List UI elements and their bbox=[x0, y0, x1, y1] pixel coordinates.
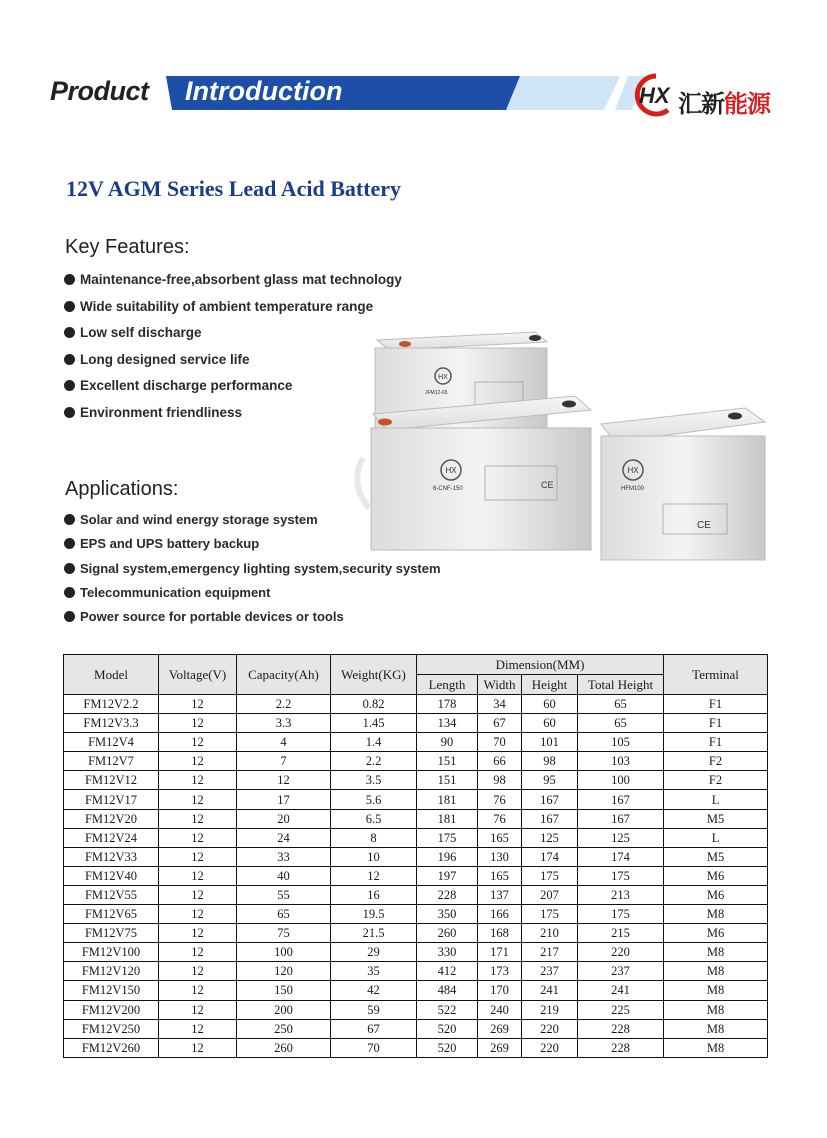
cell-total-height: 100 bbox=[578, 771, 664, 790]
feature-item: Low self discharge bbox=[64, 320, 402, 347]
cell-width: 137 bbox=[478, 885, 522, 904]
cell-model: FM12V20 bbox=[64, 809, 159, 828]
cell-model: FM12V260 bbox=[64, 1038, 159, 1057]
cell-total-height: 105 bbox=[578, 733, 664, 752]
cell-length: 90 bbox=[417, 733, 478, 752]
cell-model: FM12V17 bbox=[64, 790, 159, 809]
cell-width: 98 bbox=[478, 771, 522, 790]
cell-terminal: M6 bbox=[664, 866, 768, 885]
cell-capacity: 150 bbox=[237, 981, 331, 1000]
cell-height: 125 bbox=[522, 828, 578, 847]
cell-terminal: M5 bbox=[664, 847, 768, 866]
cell-terminal: F1 bbox=[664, 733, 768, 752]
cell-model: FM12V3.3 bbox=[64, 714, 159, 733]
cell-terminal: F2 bbox=[664, 752, 768, 771]
cell-weight: 12 bbox=[331, 866, 417, 885]
application-item: Signal system,emergency lighting system,security system bbox=[64, 557, 441, 581]
cell-length: 175 bbox=[417, 828, 478, 847]
cell-model: FM12V100 bbox=[64, 943, 159, 962]
application-item: Telecommunication equipment bbox=[64, 581, 441, 605]
cell-length: 484 bbox=[417, 981, 478, 1000]
cell-weight: 16 bbox=[331, 885, 417, 904]
logo-mark: HX bbox=[639, 83, 670, 108]
cell-capacity: 120 bbox=[237, 962, 331, 981]
table-row bbox=[64, 1019, 768, 1038]
battery-back-model: JFM12-65 bbox=[425, 390, 448, 396]
cell-length: 151 bbox=[417, 752, 478, 771]
cell-voltage: 12 bbox=[159, 905, 237, 924]
cell-width: 168 bbox=[478, 924, 522, 943]
cell-terminal: L bbox=[664, 828, 768, 847]
cell-weight: 21.5 bbox=[331, 924, 417, 943]
cell-voltage: 12 bbox=[159, 752, 237, 771]
battery-back-logo: HX bbox=[438, 374, 448, 381]
cell-total-height: 225 bbox=[578, 1000, 664, 1019]
banner-product-label: Product bbox=[50, 76, 149, 106]
cell-capacity: 260 bbox=[237, 1038, 331, 1057]
cell-width: 166 bbox=[478, 905, 522, 924]
cell-voltage: 12 bbox=[159, 1019, 237, 1038]
cell-height: 174 bbox=[522, 847, 578, 866]
cell-length: 330 bbox=[417, 943, 478, 962]
cell-total-height: 103 bbox=[578, 752, 664, 771]
feature-item: Maintenance-free,absorbent glass mat technology bbox=[64, 267, 402, 294]
cell-terminal: F1 bbox=[664, 714, 768, 733]
battery-front-left-model: 6-CNF-150 bbox=[433, 486, 463, 492]
table-row bbox=[64, 809, 768, 828]
cell-width: 170 bbox=[478, 981, 522, 1000]
cell-terminal: M6 bbox=[664, 924, 768, 943]
cell-height: 175 bbox=[522, 905, 578, 924]
table-row bbox=[64, 695, 768, 714]
bullet-icon bbox=[64, 274, 75, 285]
bullet-icon bbox=[64, 563, 75, 574]
cell-height: 60 bbox=[522, 695, 578, 714]
cell-width: 269 bbox=[478, 1019, 522, 1038]
table-row bbox=[64, 1000, 768, 1019]
cell-total-height: 174 bbox=[578, 847, 664, 866]
cell-voltage: 12 bbox=[159, 885, 237, 904]
cell-width: 240 bbox=[478, 1000, 522, 1019]
cell-width: 165 bbox=[478, 866, 522, 885]
cell-terminal: M8 bbox=[664, 943, 768, 962]
specification-table bbox=[63, 654, 768, 1058]
cell-voltage: 12 bbox=[159, 828, 237, 847]
cell-voltage: 12 bbox=[159, 790, 237, 809]
application-item: Solar and wind energy storage system bbox=[64, 508, 441, 532]
cell-length: 228 bbox=[417, 885, 478, 904]
key-features-heading: Key Features: bbox=[65, 236, 190, 258]
cell-height: 237 bbox=[522, 962, 578, 981]
cell-height: 95 bbox=[522, 771, 578, 790]
cell-total-height: 125 bbox=[578, 828, 664, 847]
cell-length: 260 bbox=[417, 924, 478, 943]
cell-capacity: 3.3 bbox=[237, 714, 331, 733]
cell-capacity: 250 bbox=[237, 1019, 331, 1038]
cell-voltage: 12 bbox=[159, 1000, 237, 1019]
cell-width: 76 bbox=[478, 790, 522, 809]
cell-height: 220 bbox=[522, 1019, 578, 1038]
cell-capacity: 65 bbox=[237, 905, 331, 924]
cell-width: 67 bbox=[478, 714, 522, 733]
cell-weight: 1.4 bbox=[331, 733, 417, 752]
cell-capacity: 4 bbox=[237, 733, 331, 752]
cell-height: 210 bbox=[522, 924, 578, 943]
bullet-icon bbox=[64, 587, 75, 598]
cell-length: 134 bbox=[417, 714, 478, 733]
cell-weight: 6.5 bbox=[331, 809, 417, 828]
cell-terminal: M8 bbox=[664, 1038, 768, 1057]
cell-weight: 3.5 bbox=[331, 771, 417, 790]
bullet-icon bbox=[64, 354, 75, 365]
cell-voltage: 12 bbox=[159, 847, 237, 866]
cell-total-height: 175 bbox=[578, 866, 664, 885]
cell-terminal: F1 bbox=[664, 695, 768, 714]
cell-weight: 59 bbox=[331, 1000, 417, 1019]
cell-weight: 1.45 bbox=[331, 714, 417, 733]
cell-terminal: M8 bbox=[664, 1019, 768, 1038]
company-name-red: 能源 bbox=[724, 90, 770, 118]
cell-model: FM12V2.2 bbox=[64, 695, 159, 714]
header-width: Width bbox=[478, 675, 522, 695]
cell-total-height: 167 bbox=[578, 809, 664, 828]
cell-capacity: 75 bbox=[237, 924, 331, 943]
table-row bbox=[64, 981, 768, 1000]
cell-model: FM12V24 bbox=[64, 828, 159, 847]
cell-total-height: 241 bbox=[578, 981, 664, 1000]
cell-model: FM12V40 bbox=[64, 866, 159, 885]
cell-weight: 8 bbox=[331, 828, 417, 847]
cell-capacity: 55 bbox=[237, 885, 331, 904]
battery-right-logo: HX bbox=[627, 466, 639, 475]
header-capacity: Capacity(Ah) bbox=[237, 655, 331, 695]
bullet-icon bbox=[64, 538, 75, 549]
table-row bbox=[64, 771, 768, 790]
cell-weight: 0.82 bbox=[331, 695, 417, 714]
cell-terminal: M8 bbox=[664, 962, 768, 981]
cell-width: 269 bbox=[478, 1038, 522, 1057]
header-voltage: Voltage(V) bbox=[159, 655, 237, 695]
cell-total-height: 228 bbox=[578, 1038, 664, 1057]
header-total-height: Total Height bbox=[578, 675, 664, 695]
cell-weight: 19.5 bbox=[331, 905, 417, 924]
cell-model: FM12V4 bbox=[64, 733, 159, 752]
cell-weight: 42 bbox=[331, 981, 417, 1000]
cell-total-height: 167 bbox=[578, 790, 664, 809]
cell-height: 241 bbox=[522, 981, 578, 1000]
cell-model: FM12V65 bbox=[64, 905, 159, 924]
cell-height: 167 bbox=[522, 809, 578, 828]
cell-weight: 10 bbox=[331, 847, 417, 866]
table-row bbox=[64, 714, 768, 733]
cell-height: 220 bbox=[522, 1038, 578, 1057]
cell-capacity: 33 bbox=[237, 847, 331, 866]
cell-width: 130 bbox=[478, 847, 522, 866]
cell-terminal: M8 bbox=[664, 981, 768, 1000]
cell-voltage: 12 bbox=[159, 809, 237, 828]
cell-capacity: 24 bbox=[237, 828, 331, 847]
cell-width: 173 bbox=[478, 962, 522, 981]
cell-width: 66 bbox=[478, 752, 522, 771]
specification-table-body bbox=[64, 695, 768, 1058]
feature-item: Excellent discharge performance bbox=[64, 373, 402, 400]
company-name bbox=[678, 84, 770, 119]
header-height: Height bbox=[522, 675, 578, 695]
cell-terminal: M8 bbox=[664, 905, 768, 924]
cell-weight: 5.6 bbox=[331, 790, 417, 809]
cell-length: 520 bbox=[417, 1019, 478, 1038]
table-row bbox=[64, 866, 768, 885]
cell-voltage: 12 bbox=[159, 733, 237, 752]
cell-width: 76 bbox=[478, 809, 522, 828]
cell-terminal: M8 bbox=[664, 1000, 768, 1019]
table-row bbox=[64, 924, 768, 943]
cell-voltage: 12 bbox=[159, 962, 237, 981]
bullet-icon bbox=[64, 327, 75, 338]
cell-voltage: 12 bbox=[159, 714, 237, 733]
applications-heading: Applications: bbox=[65, 478, 179, 500]
ce-mark-icon: CE bbox=[541, 480, 554, 490]
header-terminal: Terminal bbox=[664, 655, 768, 695]
cell-width: 70 bbox=[478, 733, 522, 752]
table-row bbox=[64, 1038, 768, 1057]
header-dimension: Dimension(MM) bbox=[417, 655, 664, 675]
bullet-icon bbox=[64, 407, 75, 418]
cell-height: 219 bbox=[522, 1000, 578, 1019]
table-row bbox=[64, 790, 768, 809]
cell-weight: 2.2 bbox=[331, 752, 417, 771]
application-item: EPS and UPS battery backup bbox=[64, 532, 441, 556]
cell-height: 167 bbox=[522, 790, 578, 809]
cell-capacity: 7 bbox=[237, 752, 331, 771]
cell-model: FM12V200 bbox=[64, 1000, 159, 1019]
cell-total-height: 65 bbox=[578, 695, 664, 714]
ce-mark-icon: CE bbox=[697, 520, 711, 531]
cell-total-height: 213 bbox=[578, 885, 664, 904]
cell-total-height: 215 bbox=[578, 924, 664, 943]
cell-total-height: 237 bbox=[578, 962, 664, 981]
cell-height: 101 bbox=[522, 733, 578, 752]
cell-terminal: F2 bbox=[664, 771, 768, 790]
bullet-icon bbox=[64, 301, 75, 312]
cell-voltage: 12 bbox=[159, 943, 237, 962]
header-length: Length bbox=[417, 675, 478, 695]
cell-length: 350 bbox=[417, 905, 478, 924]
cell-capacity: 20 bbox=[237, 809, 331, 828]
cell-capacity: 100 bbox=[237, 943, 331, 962]
cell-voltage: 12 bbox=[159, 981, 237, 1000]
cell-height: 60 bbox=[522, 714, 578, 733]
application-item: Power source for portable devices or tools bbox=[64, 605, 441, 629]
table-row bbox=[64, 828, 768, 847]
cell-voltage: 12 bbox=[159, 695, 237, 714]
cell-total-height: 65 bbox=[578, 714, 664, 733]
cell-total-height: 175 bbox=[578, 905, 664, 924]
bullet-icon bbox=[64, 514, 75, 525]
cell-height: 98 bbox=[522, 752, 578, 771]
cell-voltage: 12 bbox=[159, 866, 237, 885]
battery-right-model: HFM100 bbox=[621, 486, 645, 492]
table-row bbox=[64, 905, 768, 924]
cell-height: 217 bbox=[522, 943, 578, 962]
bullet-icon bbox=[64, 611, 75, 622]
cell-width: 34 bbox=[478, 695, 522, 714]
cell-weight: 29 bbox=[331, 943, 417, 962]
battery-front-left-logo: HX bbox=[445, 466, 457, 475]
cell-capacity: 12 bbox=[237, 771, 331, 790]
cell-capacity: 17 bbox=[237, 790, 331, 809]
feature-item: Wide suitability of ambient temperature range bbox=[64, 294, 402, 321]
table-row bbox=[64, 752, 768, 771]
cell-length: 412 bbox=[417, 962, 478, 981]
cell-capacity: 40 bbox=[237, 866, 331, 885]
cell-weight: 35 bbox=[331, 962, 417, 981]
table-row bbox=[64, 885, 768, 904]
cell-model: FM12V250 bbox=[64, 1019, 159, 1038]
cell-total-height: 228 bbox=[578, 1019, 664, 1038]
feature-item: Environment friendliness bbox=[64, 400, 402, 427]
cell-voltage: 12 bbox=[159, 1038, 237, 1057]
cell-height: 207 bbox=[522, 885, 578, 904]
cell-voltage: 12 bbox=[159, 771, 237, 790]
cell-model: FM12V7 bbox=[64, 752, 159, 771]
cell-weight: 67 bbox=[331, 1019, 417, 1038]
cell-weight: 70 bbox=[331, 1038, 417, 1057]
company-name-dark: 汇新 bbox=[678, 90, 724, 118]
header-weight: Weight(KG) bbox=[331, 655, 417, 695]
table-row bbox=[64, 962, 768, 981]
cell-model: FM12V75 bbox=[64, 924, 159, 943]
table-row bbox=[64, 847, 768, 866]
battery-product-photo bbox=[345, 318, 785, 568]
header-model: Model bbox=[64, 655, 159, 695]
cell-terminal: M5 bbox=[664, 809, 768, 828]
battery-front-left bbox=[357, 396, 591, 550]
cell-model: FM12V55 bbox=[64, 885, 159, 904]
cell-model: FM12V120 bbox=[64, 962, 159, 981]
cell-capacity: 2.2 bbox=[237, 695, 331, 714]
cell-length: 151 bbox=[417, 771, 478, 790]
cell-capacity: 200 bbox=[237, 1000, 331, 1019]
cell-length: 196 bbox=[417, 847, 478, 866]
cell-length: 522 bbox=[417, 1000, 478, 1019]
cell-model: FM12V33 bbox=[64, 847, 159, 866]
cell-model: FM12V150 bbox=[64, 981, 159, 1000]
cell-model: FM12V12 bbox=[64, 771, 159, 790]
cell-terminal: L bbox=[664, 790, 768, 809]
cell-height: 175 bbox=[522, 866, 578, 885]
document-title: 12V AGM Series Lead Acid Battery bbox=[66, 176, 402, 201]
banner-introduction-label: Introduction bbox=[185, 76, 343, 106]
table-row bbox=[64, 943, 768, 962]
battery-right bbox=[601, 408, 765, 560]
cell-length: 181 bbox=[417, 809, 478, 828]
bullet-icon bbox=[64, 380, 75, 391]
cell-length: 197 bbox=[417, 866, 478, 885]
cell-length: 520 bbox=[417, 1038, 478, 1057]
cell-length: 178 bbox=[417, 695, 478, 714]
feature-item: Long designed service life bbox=[64, 347, 402, 374]
table-row bbox=[64, 733, 768, 752]
cell-terminal: M6 bbox=[664, 885, 768, 904]
cell-length: 181 bbox=[417, 790, 478, 809]
cell-total-height: 220 bbox=[578, 943, 664, 962]
cell-voltage: 12 bbox=[159, 924, 237, 943]
cell-width: 165 bbox=[478, 828, 522, 847]
cell-width: 171 bbox=[478, 943, 522, 962]
